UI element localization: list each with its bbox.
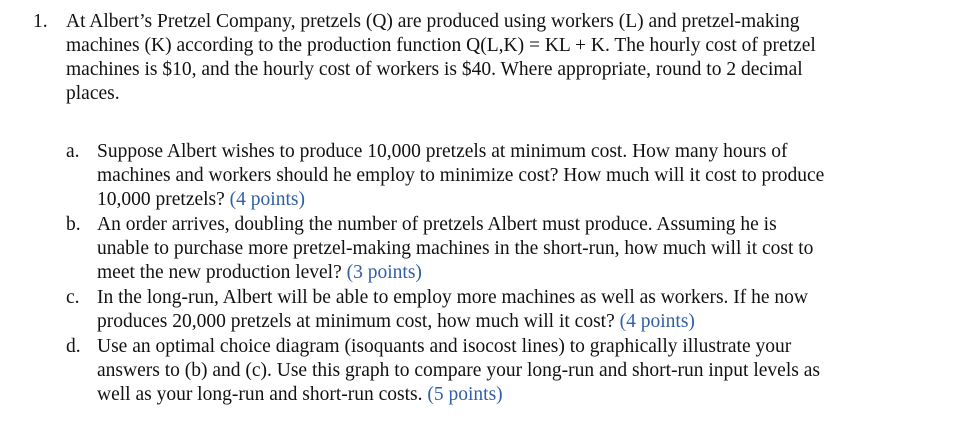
part-c-points: (4 points) [619,311,695,332]
part-d-points: (5 points) [427,384,503,405]
part-a-line-3 [97,188,305,212]
part-a-letter: a. [66,141,80,162]
part-d-line-3 [97,383,503,407]
part-a-line-1: Suppose Albert wishes to produce 10,000 pretzels at minimum cost. How many hours of [97,141,788,162]
part-a-points: (4 points) [229,189,305,210]
part-c-text: produces 20,000 pretzels at minimum cost, how much will it cost? [97,311,615,332]
part-c-letter: c. [66,287,80,308]
part-d-line-1: Use an optimal choice diagram (isoquants and isocost lines) to graphically illustrate your [97,336,792,357]
question-number: 1. [33,11,48,32]
part-b-line-2: unable to purchase more pretzel-making machines in the short-run, how much will it cost to [97,238,814,259]
part-a-text: 10,000 pretzels? [97,189,225,210]
part-c-line-2 [97,310,695,334]
part-b-line-3 [97,261,422,285]
part-b-points: (3 points) [346,262,422,283]
part-d-text: well as your long-run and short-run costs. [97,384,423,405]
part-a-line-2: machines and workers should he employ to minimize cost? How much will it cost to produce [97,165,825,186]
part-d-letter: d. [66,336,81,357]
part-c-line-1: In the long-run, Albert will be able to employ more machines as well as workers. If he now [97,287,809,308]
part-b-text: meet the new production level? [97,262,342,283]
part-b-line-1: An order arrives, doubling the number of pretzels Albert must produce. Assuming he is [97,214,777,235]
question-line-4: places. [66,83,120,104]
question-line-1: At Albert’s Pretzel Company, pretzels (Q) are produced using workers (L) and pretzel-making [66,11,800,32]
question-line-3: machines is $10, and the hourly cost of workers is $40. Where appropriate, round to 2 decimal [66,59,803,80]
part-b-letter: b. [66,214,81,235]
question-line-2: machines (K) according to the production function Q(L,K) = KL + K. The hourly cost of pretzel [66,35,816,56]
part-d-line-2: answers to (b) and (c). Use this graph to compare your long-run and short-run input levels as [97,360,820,381]
